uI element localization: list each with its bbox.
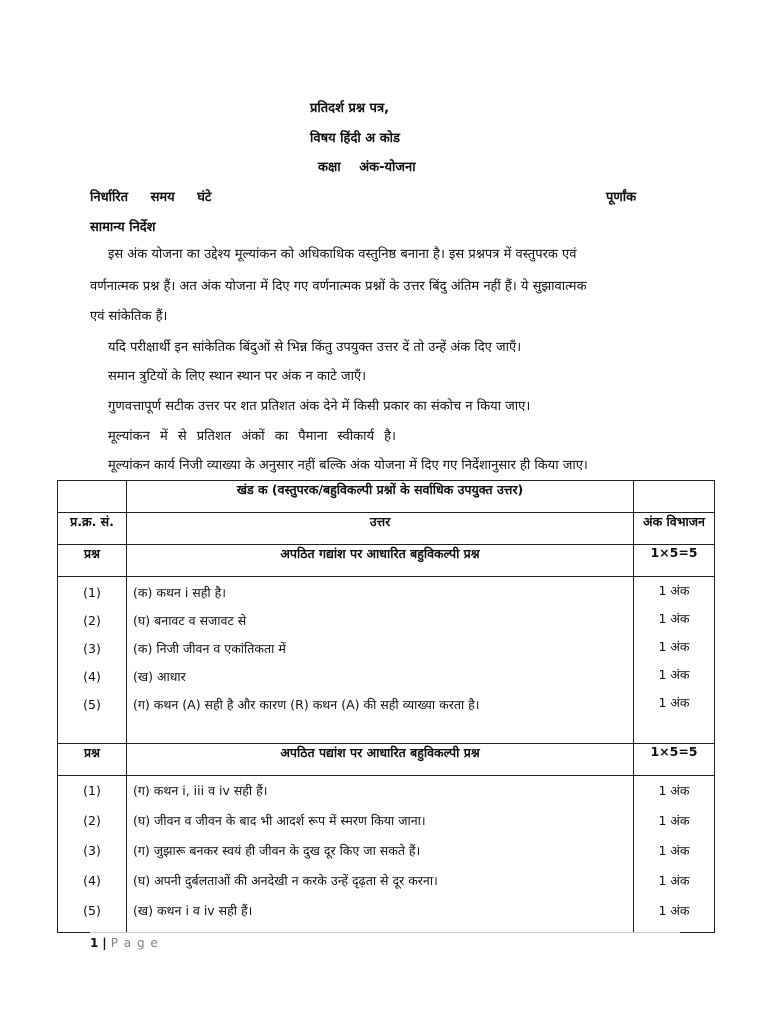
question-marks: 1×5=5 bbox=[634, 545, 715, 577]
item-mark: 1 अंक bbox=[658, 611, 690, 626]
item-mark: 1 अंक bbox=[658, 813, 690, 828]
instructions-para-line1: इस अंक योजना का उद्देश्य मूल्यांकन को अधिकाधिक वस्तुनिष्ठ बनाना है। इस प्रश्नपत्र में वस्तुपरक एवं bbox=[108, 247, 577, 262]
item-number: (4) bbox=[83, 669, 101, 684]
instructions-para-line2: वर्णनात्मक प्रश्न हैं। अत अंक योजना में दिए गए वर्णनात्मक प्रश्नों के उत्तर बिंदु अंतिम नहीं हैं। ये सुझावात्मक bbox=[90, 279, 587, 294]
instruction-point: मूल्यांकन में से प्रतिशत अंकों का पैमाना स्वीकार्य है। bbox=[108, 429, 396, 444]
col-header-marks: अंक विभाजन bbox=[634, 513, 715, 545]
question-marks: 1×5=5 bbox=[634, 744, 715, 776]
footer-divider bbox=[90, 932, 680, 933]
item-answer: (क) कथन i सही है। bbox=[133, 585, 226, 600]
item-number: (5) bbox=[83, 903, 101, 918]
section-title: खंड क (वस्तुपरक/बहुविकल्पी प्रश्नों के सर्वाधिक उपयुक्त उत्तर) bbox=[127, 481, 634, 513]
item-number: (3) bbox=[83, 641, 101, 656]
item-mark: 1 अंक bbox=[658, 667, 690, 682]
instructions-para-line3: एवं सांकेतिक हैं। bbox=[90, 309, 168, 324]
item-mark: 1 अंक bbox=[658, 583, 690, 598]
col-header-answer: उत्तर bbox=[127, 513, 634, 545]
item-number: (1) bbox=[83, 783, 101, 798]
page-word: P a g e bbox=[110, 936, 159, 950]
item-answer: (ख) आधार bbox=[133, 669, 186, 684]
total-marks-label: पूर्णांक bbox=[606, 190, 637, 205]
item-number: (3) bbox=[83, 843, 101, 858]
page-footer: 1 | P a g e bbox=[90, 936, 159, 950]
item-mark: 1 अंक bbox=[658, 783, 690, 798]
item-answer: (घ) बनावट व सजावट से bbox=[133, 613, 247, 628]
marking-scheme-table bbox=[57, 480, 715, 933]
item-answer: (घ) अपनी दुर्बलताओं की अनदेखी न करके उन्हें दृढ़ता से दूर करना। bbox=[133, 873, 438, 888]
item-answer: (ग) जुझारू बनकर स्वयं ही जीवन के दुख दूर किए जा सकते हैं। bbox=[133, 843, 421, 858]
question-title: अपठित पद्यांश पर आधारित बहुविकल्पी प्रश्न bbox=[127, 744, 634, 776]
instruction-point: समान त्रुटियों के लिए स्थान स्थान पर अंक न काटे जाएँ। bbox=[108, 369, 367, 384]
time-label: निर्धारित समय घंटे bbox=[90, 190, 212, 205]
item-number: (2) bbox=[83, 813, 101, 828]
instructions-heading: सामान्य निर्देश bbox=[90, 220, 156, 235]
item-number: (2) bbox=[83, 613, 101, 628]
item-mark: 1 अंक bbox=[658, 903, 690, 918]
item-mark: 1 अंक bbox=[658, 695, 690, 710]
question-label: प्रश्न bbox=[58, 545, 127, 577]
item-number: (1) bbox=[83, 585, 101, 600]
doc-title-line2: विषय हिंदी अ कोड bbox=[310, 131, 401, 146]
instruction-point: गुणवत्तापूर्ण सटीक उत्तर पर शत प्रतिशत अंक देने में किसी प्रकार का संकोच न किया जाए। bbox=[108, 399, 531, 414]
table-corner-cell bbox=[58, 481, 127, 513]
item-number: (5) bbox=[83, 697, 101, 712]
item-mark: 1 अंक bbox=[658, 873, 690, 888]
item-mark: 1 अंक bbox=[658, 639, 690, 654]
page-number: 1 bbox=[90, 936, 99, 950]
question-title: अपठित गद्यांश पर आधारित बहुविकल्पी प्रश्न bbox=[127, 545, 634, 577]
col-header-number: प्र.क्र. सं. bbox=[58, 513, 127, 545]
item-mark: 1 अंक bbox=[658, 843, 690, 858]
item-answer: (ग) कथन i, iii व iv सही हैं। bbox=[133, 783, 268, 798]
item-answer: (ख) कथन i व iv सही हैं। bbox=[133, 903, 253, 918]
doc-title-line3: कक्षा अंक-योजना bbox=[318, 160, 416, 175]
table-row bbox=[58, 577, 715, 744]
doc-title-line1: प्रतिदर्श प्रश्न पत्र, bbox=[310, 101, 390, 116]
instruction-point: मूल्यांकन कार्य निजी व्याख्या के अनुसार नहीं बल्कि अंक योजना में दिए गए निर्देशानुसार ही किया जाए। bbox=[108, 458, 588, 473]
item-number: (4) bbox=[83, 873, 101, 888]
instruction-point: यदि परीक्षार्थी इन सांकेतिक बिंदुओं से भिन्न किंतु उपयुक्त उत्तर दें तो उन्हें अंक दिए जाएँ। bbox=[108, 340, 522, 355]
item-answer: (क) निजी जीवन व एकांतिकता में bbox=[133, 641, 286, 656]
item-answer: (ग) कथन (A) सही है और कारण (R) कथन (A) की सही व्याख्या करता है। bbox=[133, 697, 480, 712]
question-label: प्रश्न bbox=[58, 744, 127, 776]
table-row bbox=[58, 776, 715, 933]
item-answer: (घ) जीवन व जीवन के बाद भी आदर्श रूप में स्मरण किया जाना। bbox=[133, 813, 426, 828]
